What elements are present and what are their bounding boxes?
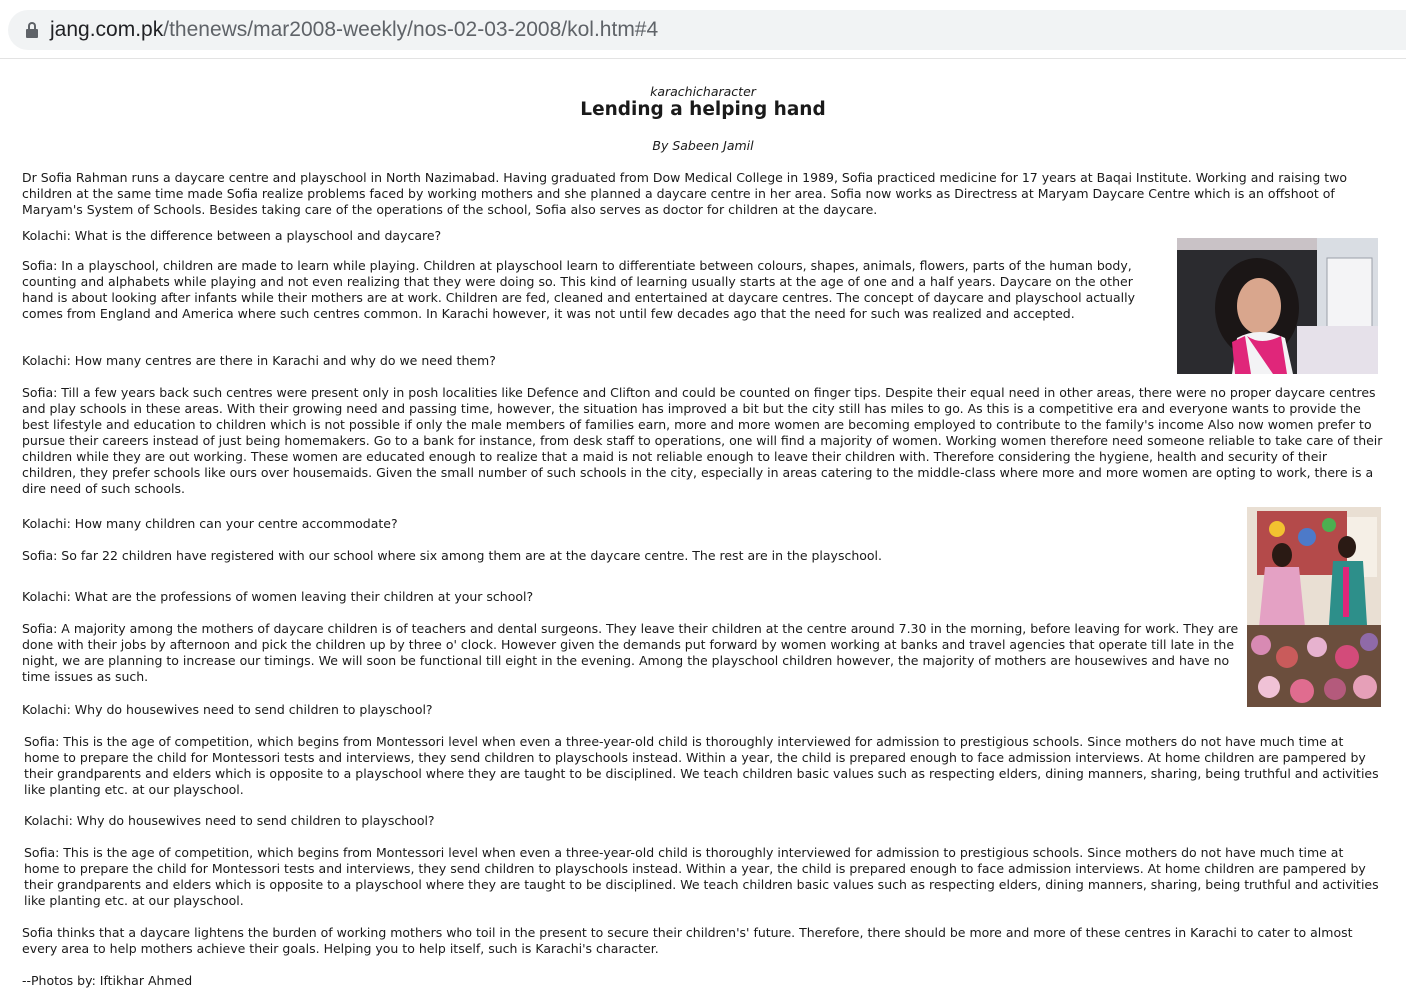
answer-paragraph: Sofia: So far 22 children have registered with our school where six among them are at the daycare centre. The rest are in the playschool. — [22, 548, 883, 563]
intro-paragraph: Dr Sofia Rahman runs a daycare centre and playschool in North Nazimabad. Having graduated from Dow Medical College in 1989, Sofia practiced medicine for 17 years at Baqai Institute. Working and raising two children at the same time made Sofia realize problems faced by working mothers and she planned a daycare centre in her area. Sofia now works as Directress at Maryam Daycare Centre which is an offshoot of Maryam's System of Schools. Besides taking care of the operations of the school, Sofia also serves as doctor for children at the daycare. — [22, 170, 1348, 217]
url-field[interactable] — [8, 10, 1406, 50]
portrait-photo — [1177, 238, 1378, 374]
answer-paragraph: Sofia: This is the age of competition, which begins from Montessori level when even a three-year-old child is thoroughly interviewed for admission to prestigious schools. Since mothers do not have much time at home to prepare the child for Montessori tests and interviews, they send children to playschools instead. Within a year, the child is prepared enough to face admission interviews. At home children are pampered by their grandparents and elders which is opposite to a playschool where they are taught to be disciplined. We teach children basic values such as respecting elders, dining manners, sharing, being truthful and activities like planting etc. at our playschool. — [24, 845, 1379, 908]
answer-paragraph: Sofia: A majority among the mothers of daycare children is of teachers and dental surgeons. They leave their children at the centre around 7.30 in the morning, before leaving for work. They are done with their jobs by afternoon and pick the children up by three o' clock. However given the demands put forward by women working at banks and travel agencies that operate till late in the night, we are planning to increase our timings. We will soon be functional till eight in the evening. Among the playschool children however, the majority of mothers are housewives and have no time issues as such. — [22, 621, 1239, 684]
photo-credit: --Photos by: Iftikhar Ahmed — [22, 973, 193, 988]
question-paragraph: Kolachi: Why do housewives need to send children to playschool? — [22, 702, 433, 717]
url-path: /thenews/mar2008-weekly/nos-02-03-2008/kol.htm#4 — [163, 18, 659, 41]
question-paragraph: Kolachi: What is the difference between a playschool and daycare? — [22, 228, 442, 243]
answer-paragraph: Sofia: This is the age of competition, which begins from Montessori level when even a three-year-old child is thoroughly interviewed for admission to prestigious schools. Since mothers do not have much time at home to prepare the child for Montessori tests and interviews, they send children to playschools instead. Within a year, the child is prepared enough to face admission interviews. At home children are pampered by their grandparents and elders which is opposite to a playschool where they are taught to be disciplined. We teach children basic values such as respecting elders, dining manners, sharing, being truthful and activities like planting etc. at our playschool. — [24, 734, 1379, 797]
article-title: Lending a helping hand — [580, 99, 826, 120]
url-domain: jang.com.pk — [50, 18, 164, 41]
answer-paragraph: Sofia: In a playschool, children are made to learn while playing. Children at playschool learn to differentiate between colours, shapes, animals, flowers, parts of the human body, counting and alphabets while playing and not even realizing that they were doing so. This kind of learning usually starts at the age of one and a half years. Daycare on the other hand is about looking after infants while their mothers are at work. Children are fed, cleaned and entertained at daycare centres. The concept of daycare and playschool actually comes from England and America where such centres common. In Karachi however, it was not until few decades ago that the need for such was realized and accepted. — [22, 258, 1135, 321]
browser-address-bar — [0, 0, 1406, 59]
question-paragraph: Kolachi: What are the professions of women leaving their children at your school? — [22, 589, 534, 604]
lock-icon[interactable] — [26, 22, 38, 38]
article-byline: By Sabeen Jamil — [652, 138, 754, 153]
conclusion-paragraph: Sofia thinks that a daycare lightens the burden of working mothers who toil in the present to secure their children's' future. Therefore, there should be more and more of these centres in Karachi to cater to almost every area to help mothers achieve their goals. Helping you to help itself, such is Karachi's character. — [22, 925, 1353, 956]
question-paragraph: Kolachi: Why do housewives need to send children to playschool? — [24, 813, 435, 828]
section-label: karachicharacter — [650, 84, 756, 99]
question-paragraph: Kolachi: How many centres are there in Karachi and why do we need them? — [22, 353, 496, 368]
url-text[interactable] — [50, 17, 658, 43]
classroom-photo — [1247, 507, 1381, 707]
answer-paragraph: Sofia: Till a few years back such centres were present only in posh localities like Defence and Clifton and could be counted on finger tips. Despite their equal need in other areas, there were no proper daycare centres and play schools in these areas. With their growing need and passing time, however, the situation has improved a bit but the city still has miles to go. As this is a competitive era and everyone wants to provide the best lifestyle and education to children which is not possible if only the male members of families earn, more and more women are becoming employed to contribute to the family's income Also now women prefer to pursue their careers instead of just being homemakers. Go to a bank for instance, from desk staff to operations, one will find a majority of women. Working women therefore need someone reliable to take care of their children while they are out working. These women are educated enough to realize that a maid is not reliable enough to leave their children with. Therefore considering the hygiene, health and security of their children, they prefer schools like ours over housemaids. Given the small number of such schools in the city, especially in areas catering to the middle-class where more and more women are opting to work, there is a dire need of such schools. — [22, 385, 1383, 496]
question-paragraph: Kolachi: How many children can your centre accommodate? — [22, 516, 398, 531]
